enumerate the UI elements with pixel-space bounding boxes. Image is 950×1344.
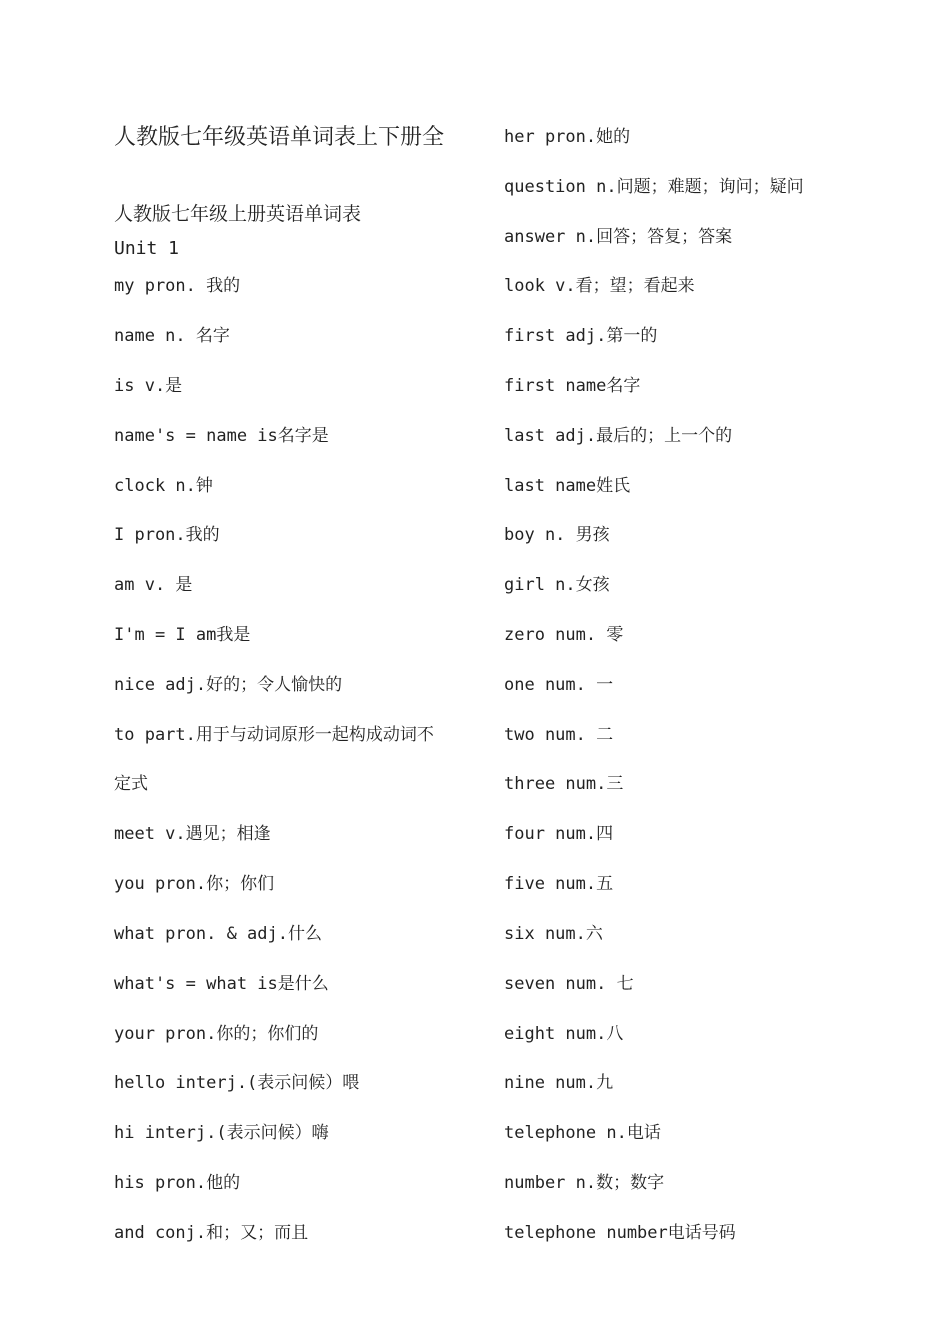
vocab-entry: last name姓氏 bbox=[504, 476, 631, 496]
vocab-entry: first adj.第一的 bbox=[504, 326, 658, 346]
vocab-entry: first name名字 bbox=[504, 376, 641, 396]
vocab-entry: four num.四 bbox=[504, 824, 614, 844]
section-title: 人教版七年级上册英语单词表 bbox=[114, 203, 362, 225]
vocab-entry: last adj.最后的；上一个的 bbox=[504, 426, 733, 446]
vocab-entry: eight num.八 bbox=[504, 1024, 624, 1044]
vocab-entry: I'm = I am我是 bbox=[114, 625, 251, 645]
vocab-entry: three num.三 bbox=[504, 774, 624, 794]
vocab-entry: five num.五 bbox=[504, 874, 614, 894]
vocab-entry: her pron.她的 bbox=[504, 127, 631, 147]
vocab-entry: your pron.你的；你们的 bbox=[114, 1024, 319, 1044]
vocab-entry: to part.用于与动词原形一起构成动词不 bbox=[114, 725, 434, 745]
vocab-entry: my pron. 我的 bbox=[114, 276, 241, 296]
vocab-entry: hi interj.(表示问候）嗨 bbox=[114, 1123, 329, 1143]
vocab-entry: what pron. & adj.什么 bbox=[114, 924, 322, 944]
vocab-entry: name n. 名字 bbox=[114, 326, 230, 346]
vocab-entry: nine num.九 bbox=[504, 1073, 614, 1093]
vocab-entry: you pron.你；你们 bbox=[114, 874, 275, 894]
vocab-entry-continuation: 定式 bbox=[114, 774, 148, 794]
vocab-entry: meet v.遇见；相逢 bbox=[114, 824, 271, 844]
vocab-entry: telephone n.电话 bbox=[504, 1123, 661, 1143]
vocab-entry: one num. 一 bbox=[504, 675, 614, 695]
vocab-entry: am v. 是 bbox=[114, 575, 193, 595]
vocab-entry: nice adj.好的；令人愉快的 bbox=[114, 675, 343, 695]
vocab-entry: two num. 二 bbox=[504, 725, 614, 745]
vocab-entry: hello interj.(表示问候）喂 bbox=[114, 1073, 360, 1093]
vocab-entry: answer n.回答；答复；答案 bbox=[504, 227, 733, 247]
unit-label: Unit 1 bbox=[114, 238, 180, 259]
vocab-entry: question n.问题；难题；询问；疑问 bbox=[504, 177, 804, 197]
vocab-entry: is v.是 bbox=[114, 376, 183, 396]
vocab-entry: I pron.我的 bbox=[114, 525, 220, 545]
vocab-entry: telephone number电话号码 bbox=[504, 1223, 736, 1243]
vocab-entry: six num.六 bbox=[504, 924, 603, 944]
vocab-entry: zero num. 零 bbox=[504, 625, 624, 645]
vocab-entry: name's = name is名字是 bbox=[114, 426, 329, 446]
document-title: 人教版七年级英语单词表上下册全 bbox=[114, 125, 445, 150]
vocab-entry: number n.数；数字 bbox=[504, 1173, 665, 1193]
vocab-entry: and conj.和；又；而且 bbox=[114, 1223, 309, 1243]
vocab-entry: clock n.钟 bbox=[114, 476, 213, 496]
vocab-entry: girl n.女孩 bbox=[504, 575, 610, 595]
vocab-entry: look v.看；望；看起来 bbox=[504, 276, 695, 296]
vocab-entry: what's = what is是什么 bbox=[114, 974, 329, 994]
vocab-entry: his pron.他的 bbox=[114, 1173, 241, 1193]
vocab-entry: boy n. 男孩 bbox=[504, 525, 610, 545]
vocab-entry: seven num. 七 bbox=[504, 974, 634, 994]
